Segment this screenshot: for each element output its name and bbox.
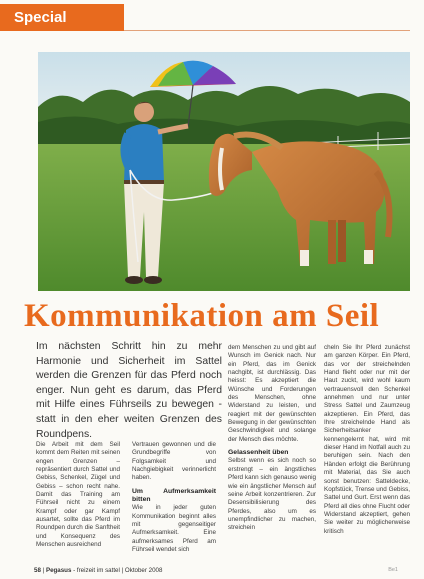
col2-paragraph: Vertrauen gewonnen und die Grundbegriffe von Folgsamkeit und Nachgiebigkeit verinnerlicht haben.	[132, 441, 216, 482]
page-number: 58	[34, 567, 41, 574]
issue-info: freizeit im sattel | Oktober 2008	[76, 567, 163, 574]
intro-paragraph: Im nächsten Schritt hin zu mehr Harmonie und Sicherheit im Sattel werden die Grenzen für das Pferd noch enger. Nun geht es darum, das Pferd mit Hilfe eines Führseils zu bewegen - statt in den eher weiten Grenzen des Roundpens.	[36, 341, 222, 440]
horse-trainer-photo	[38, 52, 410, 291]
col3-subheading: Gelassenheit üben	[228, 449, 289, 457]
body-column-2	[132, 441, 216, 554]
body-column-3	[228, 344, 316, 533]
col3-paragraph: dem Menschen zu und gibt auf Wunsch im Genick nach. Nur ein Pferd, das im Genick nachgibt, ist durchlässig. Das heisst: Es akzeptiert die Wünsche und Forderungen des Menschen, ohne Widerstand zu leisten, und reagiert mit der gewünschten Bewegung in der gewünschten Geschwindigkeit und solange der Mensch dies möchte.	[228, 344, 316, 443]
corner-mark: Be1	[388, 567, 398, 573]
section-tab-label: Special	[14, 9, 67, 26]
body-column-4	[324, 344, 410, 536]
col3-paragraph-2: Selbst wenn es sich noch so erstrengt – ein ängstliches Pferd kann sich genauso wenig wie ein ängstlicher Mensch auf seine Arbeit konzentrieren. Zur Desensibilisierung des Pferdes, also um es unempfindlicher zu machen, streichein	[228, 457, 316, 532]
magazine-name: Pegasus	[45, 567, 72, 574]
col2-paragraph-2: Wie in jeder guten Kommunikation beginnt alles mit gegenseitiger Aufmerksamkeit. Eine aufmerksames Pferd am Führseil wendet sich	[132, 504, 216, 554]
col2-subheading: Um Aufmerksamkeit bitten	[132, 487, 216, 504]
article-photo	[38, 52, 410, 291]
article-title: Kommunikation am Seil	[24, 298, 380, 334]
page-footer: 58 | Pegasus - freizeit im sattel | Oktober 2008	[34, 567, 163, 574]
col1-paragraph: Die Arbeit mit dem Seil kommt dem Reiten mit seinen engen Grenzen – repräsentiert durch Sattel und Gebiss, Schenkel, Zügel und Gebiss – schon recht nahe. Damit das Training am Führseil nicht zu einem Krampf oder gar Kampf ausartet, sollte das Pferd im Roundpen durch die Sanftheit und Konsequenz des Menschen ausreichend	[36, 441, 120, 549]
header-rule	[124, 30, 410, 31]
section-tab	[0, 4, 124, 31]
col4-paragraph: cheln Sie Ihr Pferd zunächst am ganzen Körper. Ein Pferd, das vor der streichelnden Hand flieht oder nur mit der Haut zuckt, wird wohl kaum vertrauensvoll den Schenkel annehmen und nur unter Stress Sattel und Zaumzeug akzeptieren. Ein Pferd, das Ihre streichelnde Hand als Sicherheitsanker kennengelernt hat, wird mit dieser Hand im Notfall auch zu beruhigen sein. Nach den Händen erfolgt die Berührung mit Material, das Sie auch sonst benutzen: Satteldecke, Kopfstück, Trense und Gebiss, Sattel und Gurt. Erst wenn das Pferd all dies ohne Flucht oder Widerstand akzeptiert, gehen Sie weiter zu möglicherweise kritisch	[324, 344, 410, 535]
body-column-1	[36, 441, 120, 549]
